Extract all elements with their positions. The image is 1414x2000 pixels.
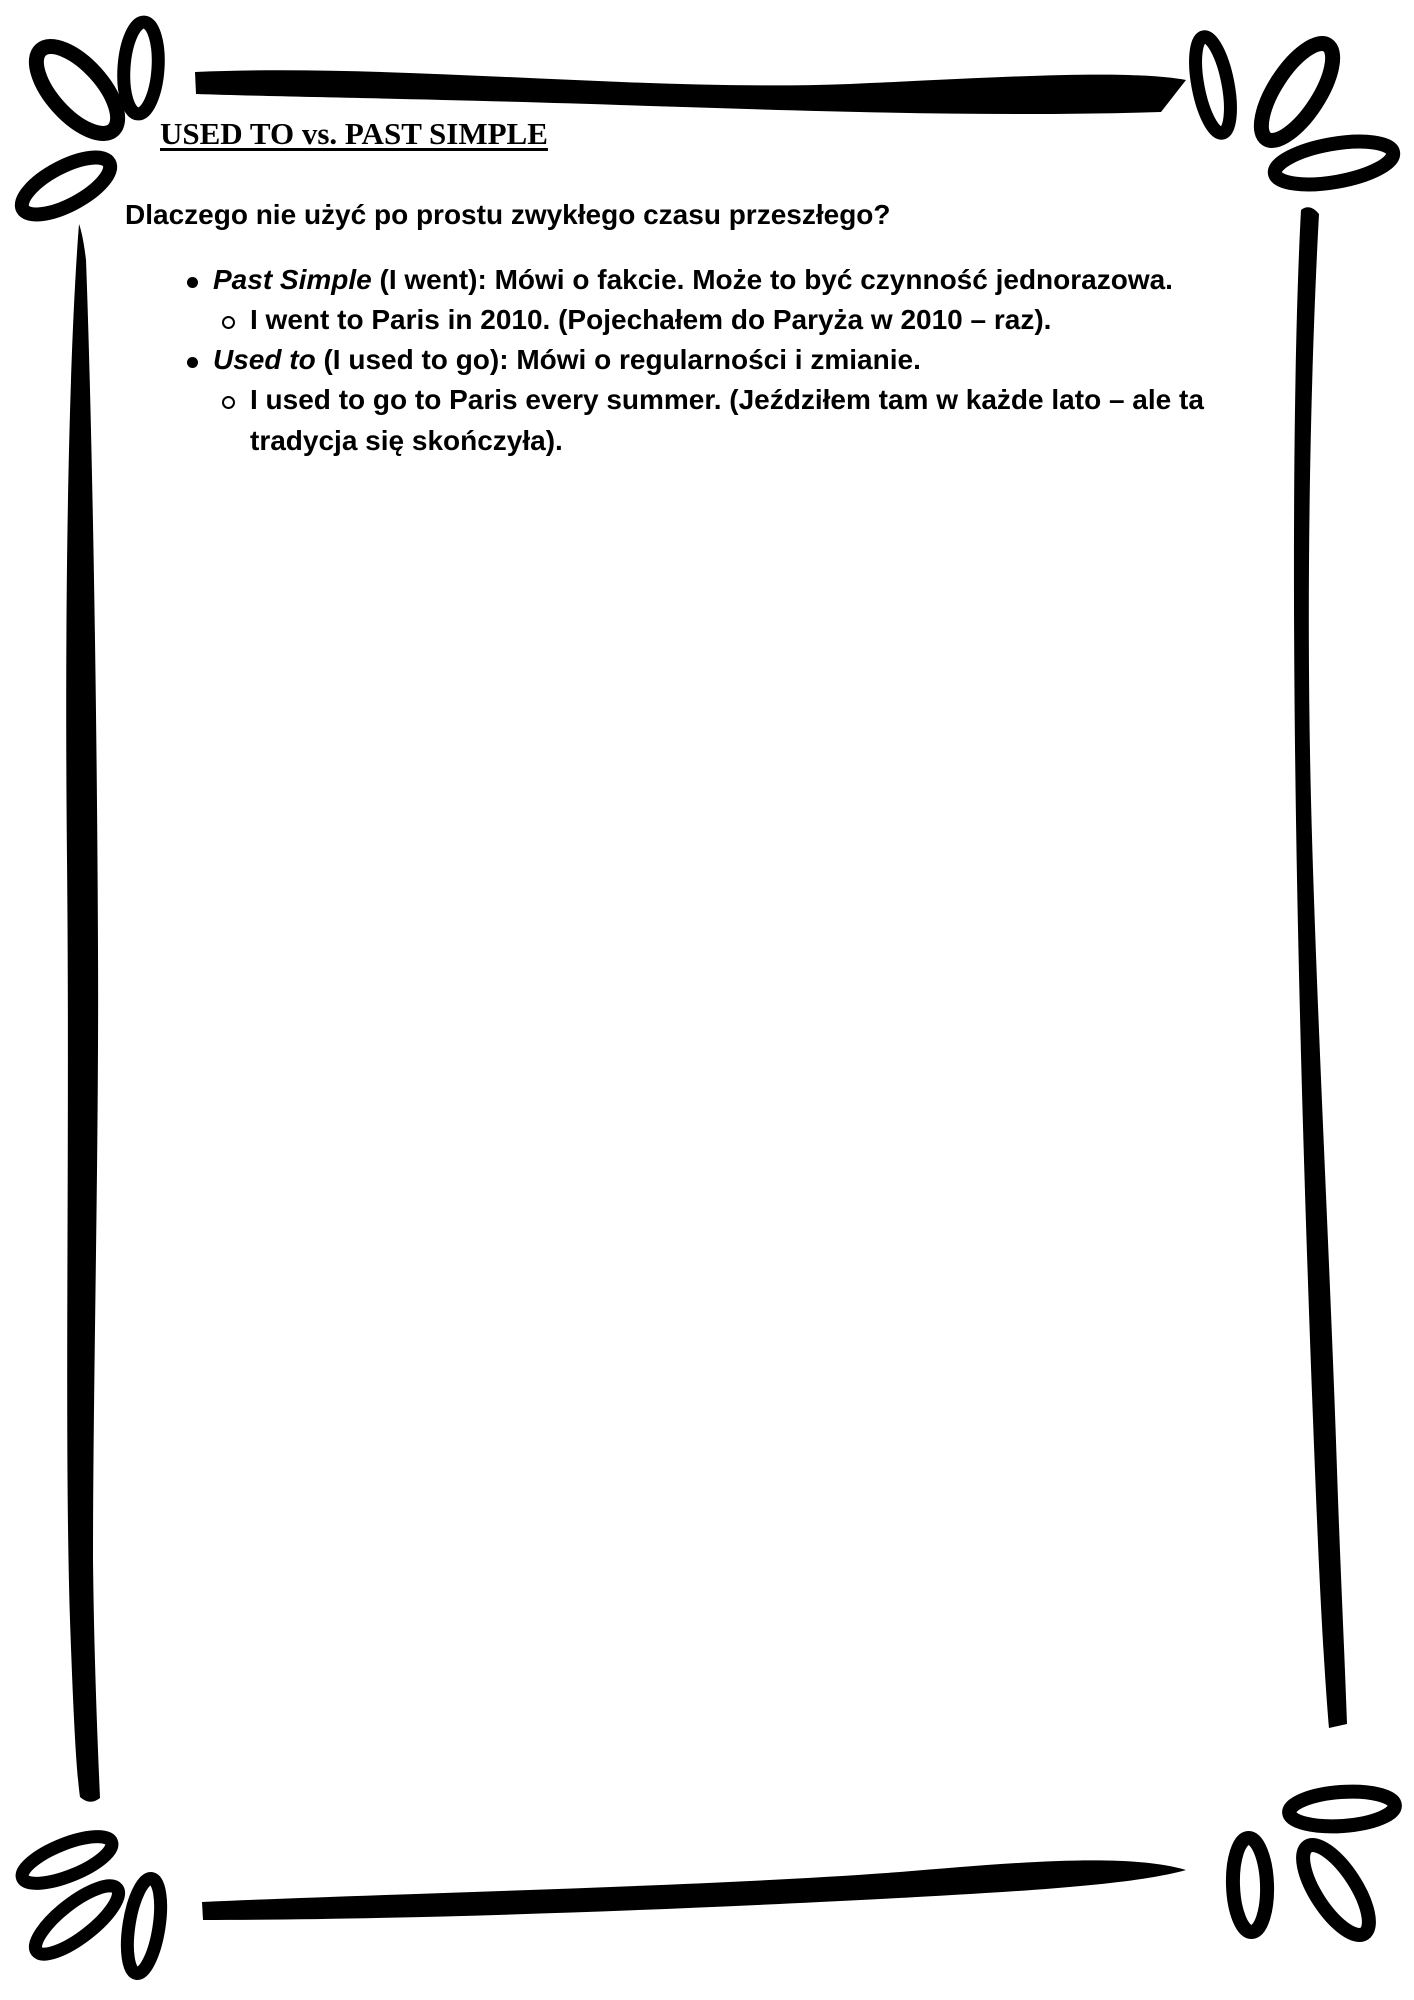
leaf-icon: [1288, 1788, 1396, 1829]
leaf-icon: [1291, 1835, 1381, 1944]
bullet-example: I went to Paris in 2010. (Pojechałem do Paryża w 2010 – raz).: [250, 304, 1052, 335]
bullet-example-line: tradycja się skończyła).: [250, 425, 563, 456]
leaf-icon: [1231, 1837, 1268, 1932]
corner-leaves-bottom-right: [1231, 1788, 1396, 1944]
leaf-icon: [26, 1875, 127, 1965]
intro-question: Dlaczego nie użyć po prostu zwykłego czasu przeszłego?: [125, 199, 891, 230]
border-line-bottom: [202, 1860, 1186, 1920]
bullet-item-past-simple: [213, 259, 1173, 300]
bullet-example: [250, 379, 1204, 461]
leaf-icon: [122, 1876, 167, 1976]
bullet-item-used-to: [213, 339, 921, 380]
circle-marker-icon: [222, 396, 235, 409]
border-line-right: [1294, 207, 1347, 1728]
leaf-icon: [14, 146, 118, 226]
bullet-term: Used to: [213, 344, 316, 375]
bullet-marker-icon: [187, 277, 198, 288]
leaf-icon: [22, 33, 131, 147]
bullet-term: Past Simple: [213, 264, 372, 295]
circle-marker-icon: [222, 316, 235, 329]
bullet-marker-icon: [187, 357, 198, 368]
leaf-icon: [121, 21, 161, 115]
leaf-icon: [1189, 34, 1237, 136]
border-line-left: [66, 224, 100, 1802]
bullet-example-line: I used to go to Paris every summer. (Jeździłem tam w każde lato – ale ta: [250, 384, 1204, 415]
corner-leaves-top-right: [1189, 33, 1396, 192]
leaf-icon: [1272, 134, 1397, 192]
bullet-definition: (I used to go): Mówi o regularności i zmianie.: [315, 344, 921, 375]
page-title: USED TO vs. PAST SIMPLE: [160, 116, 548, 151]
border-line-top: [195, 70, 1186, 114]
leaf-icon: [17, 1827, 118, 1893]
corner-leaves-bottom-left: [17, 1827, 167, 1976]
leaf-icon: [1248, 33, 1346, 151]
bullet-definition: (I went): Mówi o fakcie. Może to być czynność jednorazowa.: [371, 264, 1173, 295]
